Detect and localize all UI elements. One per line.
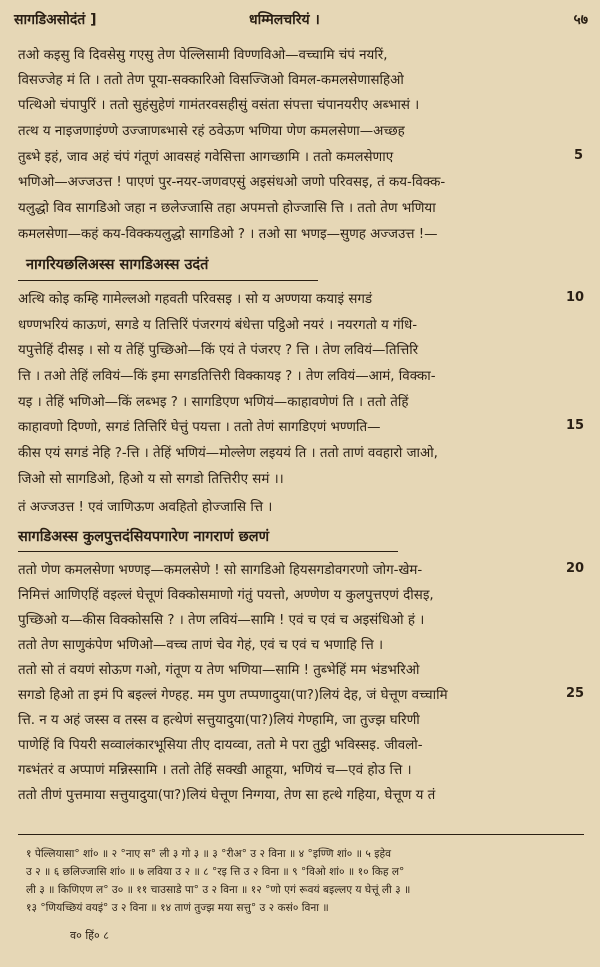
text-line: गब्भंतरं व अप्पाणं मन्निस्सामि । ततो तेहिं सक्खी आहूया, भणियं च—एवं होउ त्ति । bbox=[18, 763, 412, 778]
line-number: 25 bbox=[566, 686, 585, 701]
text-line: यलुद्धो विव सागडिओ जहा न छलेज्जासि तहा अपमत्तो होज्जासि त्ति । ततो तेण भणिया bbox=[18, 201, 436, 216]
page-number: ५७ bbox=[573, 12, 588, 28]
text-line: यपुत्तेहिं दीसइ । सो य तेहिं पुच्छिओ—किं एयं ते पंजरए ? त्ति । तेण लवियं—तित्तिरि bbox=[18, 343, 419, 358]
text-line: अत्थि कोइ कम्हि गामेल्लओ गहवती परिवसइ । सो य अण्णया कयाइं सगडं bbox=[18, 292, 373, 307]
text-line: त्ति. न य अहं जस्स व तस्स व हत्थेणं सत्तुयादुया(पा?)लियं गेण्हामि, जा तुज्झ घरिणी bbox=[18, 713, 420, 728]
text-line: यइ । तेहिं भणिओ—किं लब्भइ ? । सागडिएण भणियं—काहावणेणं ति । ततो तेहिं bbox=[18, 395, 409, 410]
text-line: पाणेहिं वि पियरी सव्वालंकारभूसिया तीए दायव्वा, ततो मे परा तुट्ठी भविस्सइ. जीवलो- bbox=[18, 738, 423, 753]
signature-mark: व० हिं० ८ bbox=[70, 929, 109, 942]
text-line: विसज्जेह मं ति । ततो तेण पूया-सक्कारिओ विसज्जिओ विमल-कमलसेणासहिओ bbox=[18, 73, 404, 88]
footnote-line: ली ३ ॥ किणिएण ल° उ० ॥ ११ चाउसाडे पा° उ २ विना ॥ १२ °णो एगं रूवयं बइल्लए य घेत्तूं ली ३ ॥ bbox=[26, 884, 411, 896]
text-line: तओ कइसु वि दिवसेसु गएसु तेण पेल्लिसामी विण्णविओ—वच्चामि चंपं नयरिं, bbox=[18, 48, 388, 63]
header-center-title: धम्मिलचरियं । bbox=[249, 12, 320, 28]
heading-underline bbox=[18, 280, 318, 281]
heading-underline bbox=[18, 551, 398, 552]
text-line: ततो तेण साणुकंपेण भणिओ—वच्च ताणं चेव गेहं, एवं च एवं च भणाहि त्ति । bbox=[18, 638, 384, 653]
text-line: तत्थ य नाइजणाइंण्णे उज्जाणब्भासे रहं ठवेऊण भणिया णेण कमलसेणा—अच्छह bbox=[18, 124, 405, 139]
text-line: ततो तीणं पुत्तमाया सत्तुयादुया(पा?)लियं घेत्तूण निग्गया, तेण सा हत्थे गहिया, घेत्तूण य तं bbox=[18, 788, 436, 803]
text-line: जिओ सो सागडिओ, हिओ य सो सगडो तित्तिरीए समं ।। bbox=[18, 472, 284, 487]
line-number: 10 bbox=[566, 290, 585, 305]
text-line: पुच्छिओ य—कीस विक्कोससि ? । तेण लवियं—सामि ! एवं च एवं च अइसंधिओ हं । bbox=[18, 613, 425, 628]
section-heading: नागरियछलिअस्स सागडिअस्स उदंतं bbox=[26, 257, 209, 273]
header-left-title: सागडिअसोदंतं ] bbox=[14, 12, 97, 28]
text-line: धण्णभरियं काऊणं, सगडे य तित्तिरिं पंजरगयं बंधेत्ता पट्ठिओ नयरं । नयरगतो य गंधि- bbox=[18, 318, 418, 333]
text-line: ततो णेण कमलसेणा भण्णइ—कमलसेणे ! सो सागडिओ हियसगडोवगरणो जोग-खेम- bbox=[18, 563, 423, 578]
text-line: कीस एयं सगडं नेहि ?-त्ति । तेहिं भणियं—मोल्लेण लइययं ति । ततो ताणं ववहारो जाओ, bbox=[18, 446, 438, 461]
text-line: ततो सो तं वयणं सोऊण गओ, गंतूण य तेण भणिया—सामि ! तुब्भेहिं मम भंडभरिओ bbox=[18, 663, 420, 678]
line-number: 15 bbox=[566, 418, 585, 433]
text-line: निमित्तं आणिएहिं वइल्लं घेत्तूणं विक्कोसमाणो गंतुं पयत्तो, अण्णेण य कुलपुत्तएणं दीसइ, bbox=[18, 588, 434, 603]
line-number: 20 bbox=[566, 561, 585, 576]
footnote-line: १३ °णियच्छियं वयइं° उ २ विना ॥ १४ ताणं तुज्झ मया सत्तु° उ २ कसं० विना ॥ bbox=[26, 902, 329, 914]
text-line: त्ति । तओ तेहिं लवियं—किं इमा सगडतित्तिरी विक्कायइ ? । तेण लवियं—आमं, विक्का- bbox=[18, 369, 436, 384]
text-line: पत्थिओ चंपापुरिं । ततो सुहंसुहेणं गामंतरवसहीसुं वसंता संपत्ता चंपानयरीए अब्भासं । bbox=[18, 98, 420, 113]
text-line: सगडो हिओ ता इमं पि बइल्लं गेण्हह. मम पुण तप्पणादुया(पा?)लियं देह, जं घेत्तूण वच्चामि bbox=[18, 688, 448, 703]
footnote-separator bbox=[18, 834, 584, 835]
footnote-line: १ पेल्लियासा° शां० ॥ २ °नाए स° ली ३ गो ३ ॥ ३ °रीअ° उ २ विना ॥ ४ °इण्णि शां० ॥ ५ इहेव bbox=[26, 848, 391, 860]
text-line: भणिओ—अज्जउत्त ! पाएणं पुर-नयर-जणवएसुं अइसंधओ जणो परिवसइ, तं कय-विक्क- bbox=[18, 175, 446, 190]
running-header bbox=[14, 10, 588, 36]
text-line: कमलसेणा—कहं कय-विक्कयलुद्धो सागडिओ ? । तओ सा भणइ—सुणह अज्जउत्त !— bbox=[18, 227, 438, 242]
section-heading: सागडिअस्स कुलपुत्तदंसियपगारेण नागराणं छलणं bbox=[18, 529, 270, 545]
text-line: तं अज्जउत्त ! एवं जाणिऊण अवहितो होज्जासि त्ति । bbox=[18, 500, 273, 515]
text-line: काहावणो दिण्णो, सगडं तित्तिरिं घेत्तुं पयत्ता । ततो तेणं सागडिएणं भण्णति— bbox=[18, 420, 381, 435]
text-line: तुब्भे इहं, जाव अहं चंपं गंतूणं आवसहं गवेसित्ता आगच्छामि । ततो कमलसेणाए bbox=[18, 150, 394, 165]
line-number: 5 bbox=[574, 148, 584, 163]
footnote-line: उ २ ॥ ६ छलिज्जासि शां० ॥ ७ लविया उ २ ॥ ८ °रइ त्ति उ २ विना ॥ ९ °विओ शां० ॥ १० किह ल° bbox=[26, 866, 405, 878]
